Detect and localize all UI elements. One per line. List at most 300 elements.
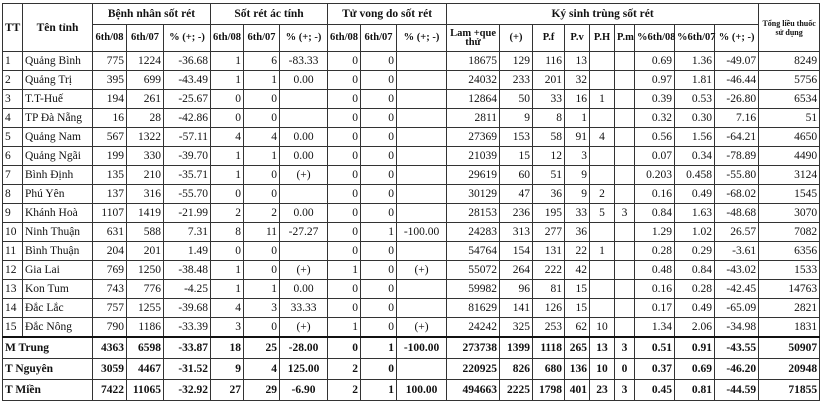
cell-spct <box>280 109 328 128</box>
cell-s08: 4 <box>211 128 244 147</box>
cell-pf: 81 <box>533 280 565 299</box>
cell-rpct: -44.59 <box>715 380 759 401</box>
cell-pos: 325 <box>500 318 533 338</box>
cell-d08: 2 <box>328 380 361 401</box>
cell-pos: 47 <box>500 185 533 204</box>
cell-ph: 10 <box>590 359 615 380</box>
cell-d08: 0 <box>328 147 361 166</box>
cell-spct <box>280 242 328 261</box>
cell-p07: 6598 <box>127 337 164 359</box>
cell-pv: 1 <box>565 109 590 128</box>
cell-pm: 0 <box>615 359 635 380</box>
province-name: Quảng Bình <box>23 52 93 71</box>
cell-ppct: -38.48 <box>164 261 211 280</box>
cell-drug: 3124 <box>759 166 820 185</box>
table-row <box>3 318 820 338</box>
cell-rpct: -46.44 <box>715 71 759 90</box>
col-severe-08: 6th/08 <box>211 25 244 52</box>
cell-lam: 494663 <box>447 380 500 401</box>
cell-d07: 0 <box>361 90 397 109</box>
cell-ppct: -57.11 <box>164 128 211 147</box>
cell-drug: 6534 <box>759 90 820 109</box>
cell-lam: 2811 <box>447 109 500 128</box>
cell-pm <box>615 147 635 166</box>
cell-r07: 0.91 <box>675 337 715 359</box>
cell-d08: 0 <box>328 71 361 90</box>
table-row <box>3 71 820 90</box>
cell-lam: 18675 <box>447 52 500 71</box>
cell-r07: 1.81 <box>675 71 715 90</box>
cell-pm <box>615 71 635 90</box>
col-rate-pct: % (+; -) <box>715 25 759 52</box>
cell-ph: 5 <box>590 204 615 223</box>
row-number: 2 <box>3 71 23 90</box>
cell-pv: 265 <box>565 337 590 359</box>
table-row <box>3 166 820 185</box>
cell-rpct: -65.09 <box>715 299 759 318</box>
cell-ph <box>590 147 615 166</box>
cell-pv: 91 <box>565 128 590 147</box>
cell-p08: 3059 <box>93 359 127 380</box>
cell-spct: 0.00 <box>280 147 328 166</box>
cell-s07: 0 <box>244 318 280 338</box>
col-ph: P.H <box>590 25 615 52</box>
cell-d07: 0 <box>361 185 397 204</box>
cell-drug: 50907 <box>759 337 820 359</box>
cell-pv: 9 <box>565 166 590 185</box>
province-name: TP Đà Nẵng <box>23 109 93 128</box>
cell-r07: 0.49 <box>675 299 715 318</box>
cell-d08: 0 <box>328 299 361 318</box>
cell-dpct <box>397 109 447 128</box>
cell-d07: 1 <box>361 223 397 242</box>
cell-d08: 0 <box>328 52 361 71</box>
cell-r08: 0.69 <box>635 52 675 71</box>
cell-s08: 0 <box>211 109 244 128</box>
cell-p07: 1255 <box>127 299 164 318</box>
province-name: Phú Yên <box>23 185 93 204</box>
cell-p07: 1322 <box>127 128 164 147</box>
cell-dpct <box>397 359 447 380</box>
cell-pv: 16 <box>565 90 590 109</box>
cell-drug: 1831 <box>759 318 820 338</box>
cell-lam: 27369 <box>447 128 500 147</box>
cell-s08: 3 <box>211 318 244 338</box>
cell-lam: 24242 <box>447 318 500 338</box>
province-name: Đắc Nông <box>23 318 93 338</box>
cell-pv: 15 <box>565 299 590 318</box>
total-row <box>3 359 820 380</box>
cell-p07: 11065 <box>127 380 164 401</box>
cell-dpct <box>397 71 447 90</box>
cell-pf: 195 <box>533 204 565 223</box>
cell-d08: 0 <box>328 109 361 128</box>
cell-s07: 1 <box>244 71 280 90</box>
cell-ph <box>590 299 615 318</box>
cell-pf: 253 <box>533 318 565 338</box>
cell-dpct <box>397 128 447 147</box>
cell-r08: 0.84 <box>635 204 675 223</box>
cell-s08: 1 <box>211 166 244 185</box>
cell-pv: 22 <box>565 242 590 261</box>
cell-pm: 3 <box>615 380 635 401</box>
cell-pf: 12 <box>533 147 565 166</box>
cell-pv: 13 <box>565 52 590 71</box>
cell-d08: 2 <box>328 359 361 380</box>
cell-rpct: 7.16 <box>715 109 759 128</box>
cell-drug: 1533 <box>759 261 820 280</box>
cell-p08: 135 <box>93 166 127 185</box>
cell-d07: 1 <box>361 337 397 359</box>
cell-d08: 0 <box>328 185 361 204</box>
cell-pm <box>615 223 635 242</box>
col-severe-pct: % (+; -) <box>280 25 328 52</box>
cell-ppct: -32.92 <box>164 380 211 401</box>
col-lam: Lam +que thử <box>447 25 500 52</box>
cell-p08: 769 <box>93 261 127 280</box>
cell-drug: 20948 <box>759 359 820 380</box>
cell-r07: 0.69 <box>675 359 715 380</box>
cell-pos: 236 <box>500 204 533 223</box>
cell-lam: 12864 <box>447 90 500 109</box>
cell-d07: 0 <box>361 147 397 166</box>
cell-d07: 0 <box>361 261 397 280</box>
cell-dpct <box>397 52 447 71</box>
cell-rpct: -64.21 <box>715 128 759 147</box>
cell-pv: 36 <box>565 223 590 242</box>
cell-d08: 0 <box>328 280 361 299</box>
cell-p07: 261 <box>127 90 164 109</box>
cell-pm <box>615 185 635 204</box>
col-deaths-07: 6th/07 <box>361 25 397 52</box>
cell-d07: 1 <box>361 380 397 401</box>
cell-pos: 154 <box>500 242 533 261</box>
cell-p07: 28 <box>127 109 164 128</box>
cell-spct: (+) <box>280 261 328 280</box>
province-name: Quảng Nam <box>23 128 93 147</box>
cell-spct: -27.27 <box>280 223 328 242</box>
cell-s08: 1 <box>211 261 244 280</box>
cell-ph: 4 <box>590 128 615 147</box>
total-label: T Nguyên <box>3 359 93 380</box>
row-number: 1 <box>3 52 23 71</box>
cell-drug: 1545 <box>759 185 820 204</box>
cell-ph: 10 <box>590 318 615 338</box>
cell-pf: 680 <box>533 359 565 380</box>
cell-p08: 775 <box>93 52 127 71</box>
cell-rpct: -26.80 <box>715 90 759 109</box>
cell-drug: 3070 <box>759 204 820 223</box>
table-row <box>3 299 820 318</box>
col-rate-08: %6th/08 <box>635 25 675 52</box>
col-province: Tên tỉnh <box>23 4 93 52</box>
cell-ppct: -33.87 <box>164 337 211 359</box>
cell-pm <box>615 52 635 71</box>
cell-pos: 9 <box>500 109 533 128</box>
cell-rpct: -46.20 <box>715 359 759 380</box>
cell-ppct: -36.68 <box>164 52 211 71</box>
cell-pos: 141 <box>500 299 533 318</box>
col-patients-pct: % (+; -) <box>164 25 211 52</box>
header-row-groups <box>3 4 820 25</box>
cell-p08: 16 <box>93 109 127 128</box>
cell-s07: 0 <box>244 261 280 280</box>
cell-p07: 1250 <box>127 261 164 280</box>
cell-s07: 25 <box>244 337 280 359</box>
cell-p08: 204 <box>93 242 127 261</box>
cell-s08: 4 <box>211 299 244 318</box>
cell-rpct: -55.80 <box>715 166 759 185</box>
cell-pos: 1399 <box>500 337 533 359</box>
col-patients-08: 6th/08 <box>93 25 127 52</box>
cell-p07: 330 <box>127 147 164 166</box>
table-row <box>3 147 820 166</box>
cell-ppct: -43.49 <box>164 71 211 90</box>
malaria-statistics-table <box>2 3 820 401</box>
table-row <box>3 204 820 223</box>
cell-dpct <box>397 242 447 261</box>
cell-pos: 15 <box>500 147 533 166</box>
row-number: 5 <box>3 128 23 147</box>
cell-pm <box>615 261 635 280</box>
cell-lam: 29619 <box>447 166 500 185</box>
cell-d08: 0 <box>328 223 361 242</box>
cell-pm <box>615 318 635 338</box>
cell-r07: 0.28 <box>675 280 715 299</box>
cell-ph <box>590 280 615 299</box>
cell-d08: 0 <box>328 128 361 147</box>
cell-pos: 153 <box>500 128 533 147</box>
cell-lam: 273738 <box>447 337 500 359</box>
cell-dpct <box>397 185 447 204</box>
cell-dpct <box>397 299 447 318</box>
cell-pm <box>615 166 635 185</box>
cell-pv: 32 <box>565 71 590 90</box>
cell-ph: 1 <box>590 90 615 109</box>
cell-s07: 6 <box>244 52 280 71</box>
cell-d08: 0 <box>328 242 361 261</box>
cell-pos: 2225 <box>500 380 533 401</box>
cell-pf: 33 <box>533 90 565 109</box>
cell-p08: 137 <box>93 185 127 204</box>
cell-lam: 220925 <box>447 359 500 380</box>
cell-pf: 8 <box>533 109 565 128</box>
cell-r07: 0.29 <box>675 242 715 261</box>
row-number: 12 <box>3 261 23 280</box>
cell-pos: 96 <box>500 280 533 299</box>
row-number: 13 <box>3 280 23 299</box>
cell-spct: 0.00 <box>280 128 328 147</box>
cell-pv: 42 <box>565 261 590 280</box>
cell-s07: 0 <box>244 242 280 261</box>
cell-pf: 201 <box>533 71 565 90</box>
cell-spct: 0.00 <box>280 204 328 223</box>
cell-pos: 129 <box>500 52 533 71</box>
row-number: 8 <box>3 185 23 204</box>
cell-rpct: -43.55 <box>715 337 759 359</box>
cell-s08: 8 <box>211 223 244 242</box>
cell-ppct: -39.70 <box>164 147 211 166</box>
cell-s07: 2 <box>244 204 280 223</box>
cell-ph <box>590 166 615 185</box>
group-severe: Sốt rét ác tính <box>211 4 328 25</box>
cell-pf: 131 <box>533 242 565 261</box>
cell-pf: 222 <box>533 261 565 280</box>
group-parasites: Ký sinh trùng sốt rét <box>447 4 759 25</box>
cell-ppct: -42.86 <box>164 109 211 128</box>
cell-pos: 50 <box>500 90 533 109</box>
cell-p07: 4467 <box>127 359 164 380</box>
table-row <box>3 223 820 242</box>
cell-d07: 0 <box>361 166 397 185</box>
cell-r08: 0.45 <box>635 380 675 401</box>
province-name: Đắc Lắc <box>23 299 93 318</box>
cell-rpct: -78.89 <box>715 147 759 166</box>
cell-pf: 126 <box>533 299 565 318</box>
cell-drug: 7082 <box>759 223 820 242</box>
row-number: 11 <box>3 242 23 261</box>
cell-spct: (+) <box>280 318 328 338</box>
cell-s08: 1 <box>211 280 244 299</box>
cell-p07: 588 <box>127 223 164 242</box>
cell-ppct: -39.68 <box>164 299 211 318</box>
province-name: Ninh Thuận <box>23 223 93 242</box>
cell-dpct: (+) <box>397 261 447 280</box>
row-number: 9 <box>3 204 23 223</box>
cell-s08: 0 <box>211 185 244 204</box>
col-tt: TT <box>3 4 23 52</box>
cell-r07: 0.458 <box>675 166 715 185</box>
group-deaths: Tử vong do sốt rét <box>328 4 447 25</box>
cell-r08: 0.203 <box>635 166 675 185</box>
cell-s07: 1 <box>244 280 280 299</box>
cell-p08: 194 <box>93 90 127 109</box>
cell-p07: 1186 <box>127 318 164 338</box>
cell-rpct: -34.98 <box>715 318 759 338</box>
cell-dpct <box>397 280 447 299</box>
cell-d07: 0 <box>361 318 397 338</box>
cell-r08: 1.29 <box>635 223 675 242</box>
cell-s08: 0 <box>211 90 244 109</box>
cell-rpct: -49.07 <box>715 52 759 71</box>
cell-lam: 28153 <box>447 204 500 223</box>
cell-d08: 0 <box>328 166 361 185</box>
cell-p08: 757 <box>93 299 127 318</box>
col-deaths-08: 6th/08 <box>328 25 361 52</box>
col-pv: P.v <box>565 25 590 52</box>
cell-p08: 199 <box>93 147 127 166</box>
cell-s08: 18 <box>211 337 244 359</box>
cell-lam: 59982 <box>447 280 500 299</box>
cell-r07: 0.49 <box>675 185 715 204</box>
cell-s08: 2 <box>211 204 244 223</box>
cell-drug: 6356 <box>759 242 820 261</box>
cell-s07: 1 <box>244 147 280 166</box>
total-label: M Trung <box>3 337 93 359</box>
province-name: Gia Lai <box>23 261 93 280</box>
col-pm: P.m <box>615 25 635 52</box>
cell-pf: 1118 <box>533 337 565 359</box>
cell-drug: 71855 <box>759 380 820 401</box>
cell-pv: 33 <box>565 204 590 223</box>
cell-drug: 5756 <box>759 71 820 90</box>
cell-pf: 277 <box>533 223 565 242</box>
cell-pm <box>615 128 635 147</box>
cell-p08: 1107 <box>93 204 127 223</box>
cell-d08: 1 <box>328 318 361 338</box>
cell-ph: 2 <box>590 185 615 204</box>
cell-r08: 0.56 <box>635 128 675 147</box>
cell-spct: 33.33 <box>280 299 328 318</box>
province-name: Bình Thuận <box>23 242 93 261</box>
cell-ppct: -33.39 <box>164 318 211 338</box>
cell-lam: 30129 <box>447 185 500 204</box>
cell-s07: 4 <box>244 359 280 380</box>
cell-s07: 0 <box>244 109 280 128</box>
cell-drug: 51 <box>759 109 820 128</box>
cell-p07: 210 <box>127 166 164 185</box>
cell-s08: 1 <box>211 147 244 166</box>
cell-pv: 401 <box>565 380 590 401</box>
cell-p08: 743 <box>93 280 127 299</box>
cell-pv: 9 <box>565 185 590 204</box>
cell-r08: 0.28 <box>635 242 675 261</box>
cell-dpct <box>397 166 447 185</box>
province-name: Kon Tum <box>23 280 93 299</box>
cell-pm: 3 <box>615 337 635 359</box>
cell-s07: 0 <box>244 185 280 204</box>
cell-rpct: -48.68 <box>715 204 759 223</box>
cell-d07: 0 <box>361 204 397 223</box>
cell-lam: 54764 <box>447 242 500 261</box>
cell-d07: 0 <box>361 359 397 380</box>
cell-spct <box>280 90 328 109</box>
province-name: Khánh Hoà <box>23 204 93 223</box>
col-drugs: Tổng liều thuốc sử dụng <box>759 4 820 52</box>
cell-d08: 1 <box>328 261 361 280</box>
cell-p08: 790 <box>93 318 127 338</box>
cell-s08: 27 <box>211 380 244 401</box>
row-number: 4 <box>3 109 23 128</box>
cell-s07: 11 <box>244 223 280 242</box>
cell-drug: 8249 <box>759 52 820 71</box>
cell-pm <box>615 90 635 109</box>
cell-p07: 201 <box>127 242 164 261</box>
cell-s08: 0 <box>211 242 244 261</box>
cell-pf: 51 <box>533 166 565 185</box>
cell-s07: 0 <box>244 90 280 109</box>
total-label: T Miền <box>3 380 93 401</box>
cell-d07: 0 <box>361 128 397 147</box>
cell-r07: 1.36 <box>675 52 715 71</box>
header-row-sub <box>3 25 820 52</box>
cell-pv: 15 <box>565 280 590 299</box>
cell-d07: 0 <box>361 299 397 318</box>
cell-pos: 313 <box>500 223 533 242</box>
cell-ppct: -55.70 <box>164 185 211 204</box>
table-row <box>3 109 820 128</box>
cell-spct: 0.00 <box>280 280 328 299</box>
cell-d08: 0 <box>328 337 361 359</box>
cell-pos: 233 <box>500 71 533 90</box>
cell-rpct: -42.45 <box>715 280 759 299</box>
cell-d07: 0 <box>361 109 397 128</box>
cell-r07: 0.30 <box>675 109 715 128</box>
cell-s07: 3 <box>244 299 280 318</box>
cell-dpct: -100.00 <box>397 337 447 359</box>
cell-s07: 0 <box>244 166 280 185</box>
cell-dpct <box>397 147 447 166</box>
